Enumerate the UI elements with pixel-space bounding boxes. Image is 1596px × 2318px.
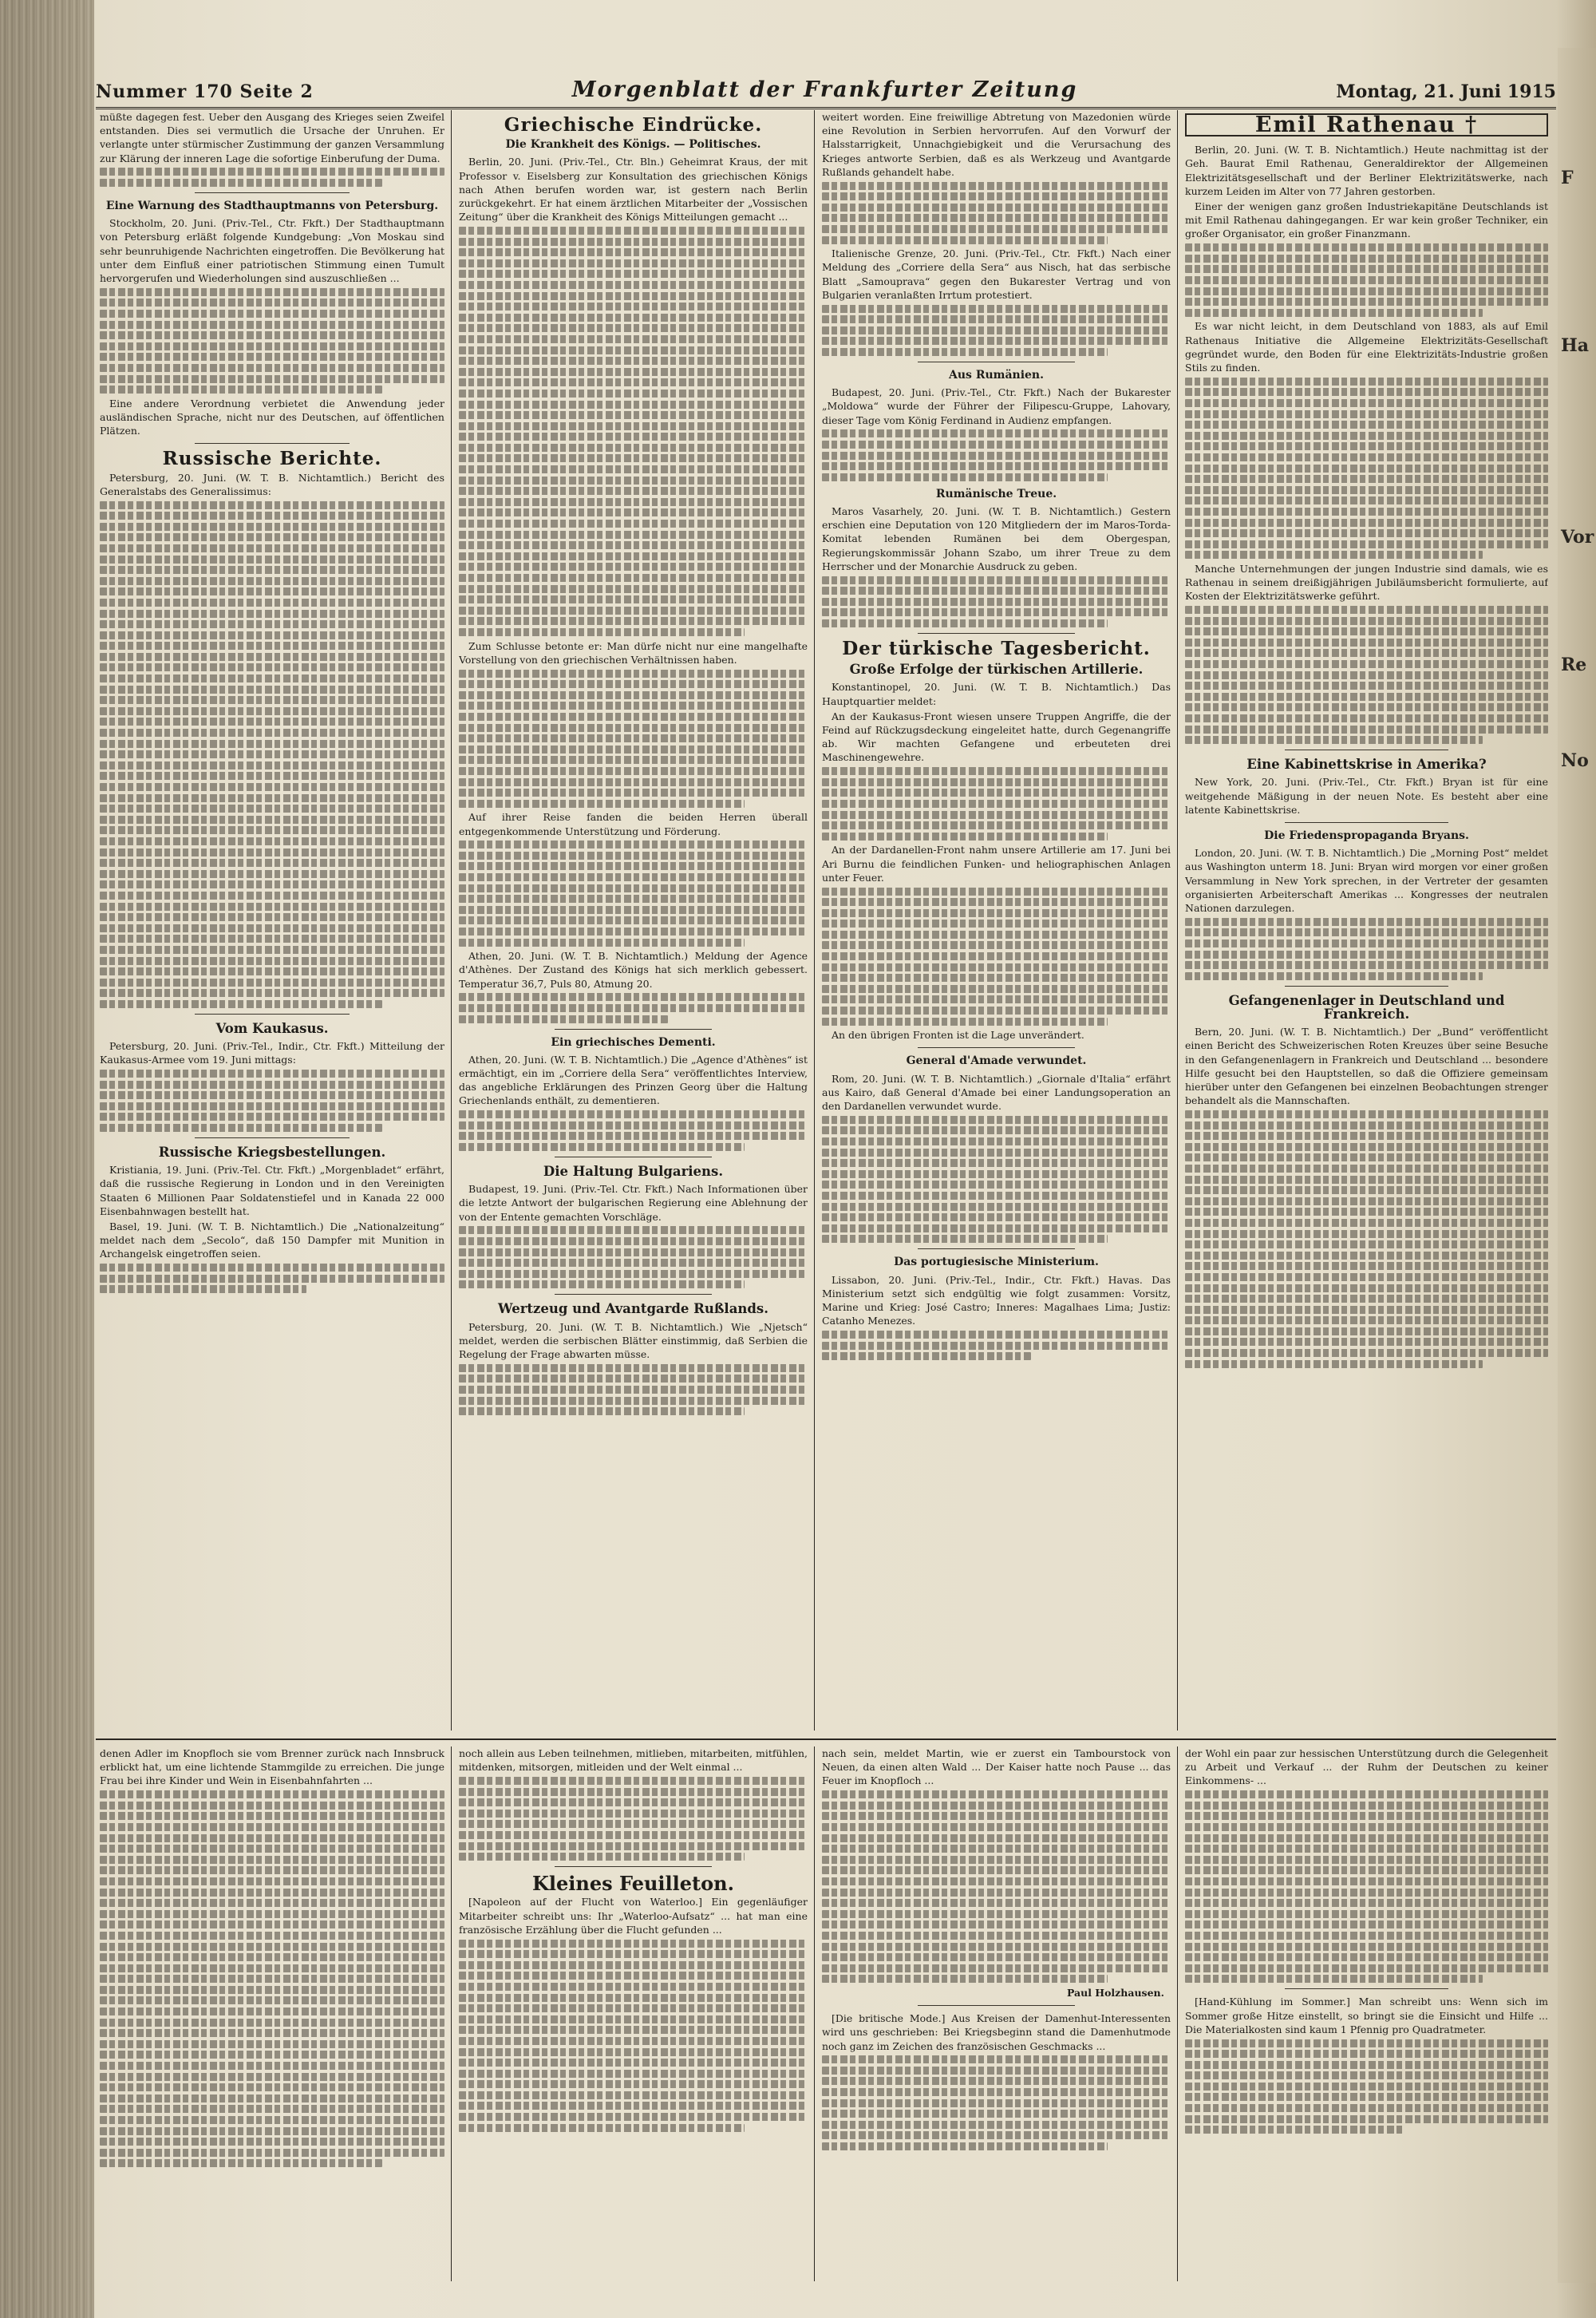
paragraph: Maros Vasarhely, 20. Juni. (W. T. B. Nichtamtlich.) Gestern erschien eine Deputation von 120 Mitgliedern der im Maros-Torda-Komitat lebenden Rumänen bei dem Obergespan, Regierungskommissär Johann Szabo, um ihrer Treue zu dem Herrscher und der Monarchie Ausdruck zu geben. [822,504,1171,572]
sub-heading: Die Krankheit des Königs. — Politisches. [505,138,761,152]
sub-heading: Große Erfolge der türkischen Artillerie. [849,662,1144,678]
paragraph: An der Dardanellen-Front nahm unsere Artillerie am 17. Juni bei Ari Burnu die feindlichen Funken- und heliographischen Anlagen unter Feuer. [822,844,1171,884]
paragraph: der Wohl ein paar zur hessischen Unterstützung durch die Gelegenheit zu Arbeit und Verkauf ... der Ruhm der Deutschen zu keiner Einkommens- ... [1185,1747,1548,1787]
paper-title: Morgenblatt der Frankfurter Zeitung [571,77,1078,102]
next-page-fragment: F [1561,168,1574,188]
section-heading: Vom Kaukasus. [215,1020,329,1036]
issue-date: Montag, 21. Juni 1915 [1336,81,1556,102]
paragraph: [Die britische Mode.] Aus Kreisen der Damenhut-Interessenten wird uns geschrieben: Bei Kriegsbeginn stand die Damenhutmode noch ganz im Zeichen des französischen Geschmacks ... [822,2012,1171,2052]
paragraph: Auf ihrer Reise fanden die beiden Herren überall entgegenkommende Unterstützung und Förderung. [459,811,808,837]
paragraph: Petersburg, 20. Juni. (W. T. B. Nichtamtlich.) Wie „Njetsch“ meldet, werden die serbischen Blätter einstimmig, daß Serbien die Regelung der Frage abwarten müsse. [459,1320,808,1360]
paragraph: Einer der wenigen ganz großen Industriekapitäne Deutschlands ist mit Emil Rathenau dahingegangen. Er war kein großer Techniker, ein großer Organisator, ein großer Finanzmann. [1185,200,1548,240]
paragraph: Lissabon, 20. Juni. (Priv.-Tel., Indir., Ctr. Fkft.) Havas. Das Ministerium setzt sich endgültig wie folgt zusammen: Vorsitz, Marine und Krieg: José Castro; Inneres: Magalhaes Lima; Justiz: Catanho Menezes. [822,1273,1171,1327]
paragraph: Stockholm, 20. Juni. (Priv.-Tel., Ctr. Fkft.) Der Stadthauptmann von Petersburg erläßt folgende Kundgebung: „Von Moskau sind sehr beunruhigende Nachrichten eingetroffen. Die Bevölkerung hat unter dem Einfluß einer patriotischen Stimmung einen Tumult hervorgerufen und Wiederholungen sind auszuschließen ... [100,217,444,285]
paragraph: noch allein aus Leben teilnehmen, mitlieben, mitarbeiten, mitfühlen, mitdenken, mitsorgen, mitleiden und der Welt einmal ... [459,1747,808,1774]
paragraph: weitert worden. Eine freiwillige Abtretung von Mazedonien würde eine Revolution in Serbien hervorrufen. Auf den Vorwurf der Halsstarrigkeit, Unnachgiebigkeit und die Verursachung des Krieges antworte Serbien, daß es als Werkzeug und Avantgarde Rußlands gehandelt habe. [822,111,1171,178]
feuilleton-rule [96,1738,1556,1740]
column-1 [100,110,444,1735]
paragraph: Italienische Grenze, 20. Juni. (Priv.-Tel., Ctr. Fkft.) Nach einer Meldung des „Corriere della Sera“ aus Nisch, hat das serbische Blatt „Samouprava“ gegen den Bukarester Vertrag und von Bulgarien veranlaßten Irrtum protestiert. [822,247,1171,301]
feuilleton-column-1 [100,1746,444,2281]
next-page-fragment: Re [1561,655,1587,675]
column-4 [1185,110,1548,1735]
paragraph: Manche Unternehmungen der jungen Industrie sind damals, wie es Rathenau in seinem dreißigjährigen Jubiläumsbericht formulierte, auf Kosten der Elektrizitätswerke geführt. [1185,562,1548,603]
feuilleton-column-2 [459,1746,808,2281]
newspaper-page [96,38,1556,2289]
section-heading: Rumänische Treue. [935,487,1057,500]
paragraph: Berlin, 20. Juni. (Priv.-Tel., Ctr. Bln.) Geheimrat Kraus, der mit Professor v. Eiselsberg zur Konsultation des griechischen Königs nach Athen berufen worden war, ist gestern nach Berlin zurückgekehrt. Er hat einem ärztlichen Mitarbeiter der „Vossischen Zeitung“ über die Krankheit des Königs Mitteilungen gemacht ... [459,156,808,223]
paragraph: An den übrigen Fronten ist die Lage unverändert. [832,1029,1084,1042]
column-rule [451,110,452,1731]
column-rule [1177,1746,1178,2281]
section-heading: Die Friedenspropaganda Bryans. [1264,829,1469,843]
paragraph: Rom, 20. Juni. (W. T. B. Nichtamtlich.) „Giornale d'Italia“ erfährt aus Kairo, daß General d'Amade bei einer Landungsoperation an den Dardanellen verwundet wurde. [822,1072,1171,1113]
next-page-fragment: Ha [1561,335,1590,356]
section-heading: Gefangenenlager in Deutschland und Frankreich. [1228,992,1505,1022]
book-binding [0,0,94,2318]
paragraph: [Napoleon auf der Flucht von Waterloo.] Ein gegenläufiger Mitarbeiter schreibt uns: Ihr „Waterloo-Aufsatz“ ... hat man eine französische Erzählung über die Flucht gefunden ... [459,1896,808,1936]
paragraph: New York, 20. Juni. (Priv.-Tel., Ctr. Fkft.) Bryan ist für eine weitgehende Mäßigung in der neuen Note. Es besteht aber eine latente Kabinettskrise. [1185,776,1548,816]
paragraph: Basel, 19. Juni. (W. T. B. Nichtamtlich.) Die „Nationalzeitung“ meldet nach dem „Secolo“, daß 150 Dampfer mit Munition in Archangelsk eingetroffen seien. [100,1220,444,1260]
feuilleton-title: Kleines Feuilleton. [532,1872,734,1896]
section-heading: General d'Amade verwundet. [906,1054,1087,1068]
obituary-title: Emil Rathenau † [1185,113,1548,136]
next-page-fragment: No [1561,750,1589,771]
section-heading: Wertzeug und Avantgarde Rußlands. [498,1301,768,1317]
paragraph: Athen, 20. Juni. (W. T. B. Nichtamtlich.) Meldung der Agence d'Athènes. Der Zustand des Königs hat sich merklich gebessert. Temperatur 36,7, Puls 80, Atmung 20. [459,950,808,990]
paragraph: [Hand-Kühlung im Sommer.] Man schreibt uns: Wenn sich im Sommer große Hitze einstellt, so bringt sie die Einsicht und Hilfe ... Die Materialkosten sind kaum 1 Pfennig pro Quadratmeter. [1185,1996,1548,2035]
paragraph: An der Kaukasus-Front wiesen unsere Truppen Angriffe, die der Feind auf Rückzugsdeckung eingeleitet hatte, durch Gegenangriffe ab. Wir machten Gefangene und erbeuteten drei Maschinengewehre. [822,710,1171,764]
paragraph: Athen, 20. Juni. (W. T. B. Nichtamtlich.) Die „Agence d'Athènes“ ist ermächtigt, ein im „Corriere della Sera“ veröffentlichtes Interview, das angebliche Erklärungen des Prinzen Georg über die Haltung Griechenlands enthält, zu dementieren. [459,1053,808,1107]
next-page-fragment: Vor [1561,527,1594,548]
paragraph: London, 20. Juni. (W. T. B. Nichtamtlich.) Die „Morning Post“ meldet aus Washington unterm 18. Juni: Bryan wird morgen vor einer großen Versammlung in New York sprechen, in der Vertreter der gesamten organisierten Arbeiterschaft Amerikas ... Kongresses der neutralen Nationen darzulegen. [1185,847,1548,915]
paragraph: Budapest, 20. Juni. (Priv.-Tel., Ctr. Fkft.) Nach der Bukarester „Moldowa“ wurde der Führer der Filipescu-Gruppe, Lahovary, dieser Tage vom König Ferdinand in Audienz empfangen. [822,386,1171,426]
section-heading: Eine Warnung des Stadthauptmanns von Petersburg. [105,200,439,212]
column-rule [814,1746,815,2281]
section-heading: Das portugiesische Ministerium. [894,1256,1099,1269]
issue-number: Nummer 170 Seite 2 [96,81,314,102]
column-3 [822,110,1171,1735]
paragraph: nach sein, meldet Martin, wie er zuerst ein Tambourstock von Neuen, da einen alten Wald ... Der Kaiser hatte noch Pause ... das Feuer im Knopfloch ... [822,1747,1171,1787]
masthead [96,54,1556,109]
paragraph: Budapest, 19. Juni. (Priv.-Tel. Ctr. Fkft.) Nach Informationen über die letzte Antwort der bulgarischen Regierung eine Ablehnung der von der Entente gemachten Vorschläge. [459,1183,808,1223]
section-heading: Griechische Eindrücke. [504,114,763,136]
paragraph: denen Adler im Knopfloch sie vom Brenner zurück nach Innsbruck erblickt hat, um eine lichtende Stammgilde zu erreichen. Die junge Frau bei ihre Kinder und Wein in Eisenbahnfahrten ... [100,1747,444,1787]
paragraph: müßte dagegen fest. Ueber den Ausgang des Krieges seien Zweifel entstanden. Dies sei vermutlich die Ursache der Unruhen. Er verlangte unter stürmischer Zustimmung der ganzen Versammlung zur Klärung der inneren Lage die sofortige Einberufung der Duma. [100,111,444,164]
author-signature: Paul Holzhausen. [1066,1986,1164,1999]
section-heading: Russische Kriegsbestellungen. [158,1145,386,1161]
feuilleton-column-4 [1185,1746,1548,2281]
section-heading: Eine Kabinettskrise in Amerika? [1246,757,1487,773]
paragraph: Konstantinopel, 20. Juni. (W. T. B. Nichtamtlich.) Das Hauptquartier meldet: [822,681,1171,707]
feuilleton-column-3 [822,1746,1171,2281]
column-rule [814,110,815,1731]
section-heading: Ein griechisches Dementi. [551,1035,716,1049]
paragraph: Petersburg, 20. Juni. (Priv.-Tel., Indir., Ctr. Fkft.) Mitteilung der Kaukasus-Armee vom 19. Juni mittags: [100,1040,444,1066]
paragraph: Petersburg, 20. Juni. (W. T. B. Nichtamtlich.) Bericht des Generalstabs des Generalissimus: [100,471,444,497]
paragraph: Es war nicht leicht, in dem Deutschland von 1883, als auf Emil Rathenaus Initiative die Allgemeine Elektrizitäts-Gesellschaft gegründet wurde, den Boden für eine Elektrizitäts-Industrie großen Stils zu finden. [1185,320,1548,374]
section-heading: Aus Rumänien. [949,368,1044,382]
separator [195,192,350,193]
paragraph: Bern, 20. Juni. (W. T. B. Nichtamtlich.) Der „Bund“ veröffentlicht einen Bericht des Schweizerischen Roten Kreuzes über seine Besuche in den Gefangenenlagern in Frankreich und Deutschland ... besondere Hilfe gesucht bei den Hauptstellen, so daß die Offiziere gemeinsam hierüber unter den Gefangenen bei einzelnen Beobachtungen strenger behandelt als die Mannschaften. [1185,1026,1548,1107]
section-heading: Russische Berichte. [162,448,382,470]
next-page-edge [1558,48,1596,2283]
section-heading: Die Haltung Bulgariens. [543,1164,724,1180]
paragraph: Zum Schlusse betonte er: Man dürfe nicht nur eine mangelhafte Vorstellung von den griechischen Verhältnissen haben. [459,639,808,666]
paragraph: Eine andere Verordnung verbietet die Anwendung jeder ausländischen Sprache, nicht nur des Deutschen, auf öffentlichen Plätzen. [100,397,444,437]
paragraph: Kristiania, 19. Juni. (Priv.-Tel. Ctr. Fkft.) „Morgenbladet“ erfährt, daß die russische Regierung in London und in den Vereinigten Staaten 6 Millionen Paar Soldatenstiefel und in Kanada 22 000 Eisenbahnwagen bestellt hat. [100,1164,444,1217]
column-rule [1177,110,1178,1731]
column-rule [451,1746,452,2281]
column-2 [459,110,808,1735]
paragraph: Berlin, 20. Juni. (W. T. B. Nichtamtlich.) Heute nachmittag ist der Geh. Baurat Emil Rathenau, Generaldirektor der Allgemeinen Elektrizitätsgesellschaft und der Berliner Elektrizitätswerke, nach kurzem Leiden im Alter von 77 Jahren gestorben. [1185,144,1548,197]
section-heading: Der türkische Tagesbericht. [842,637,1151,659]
